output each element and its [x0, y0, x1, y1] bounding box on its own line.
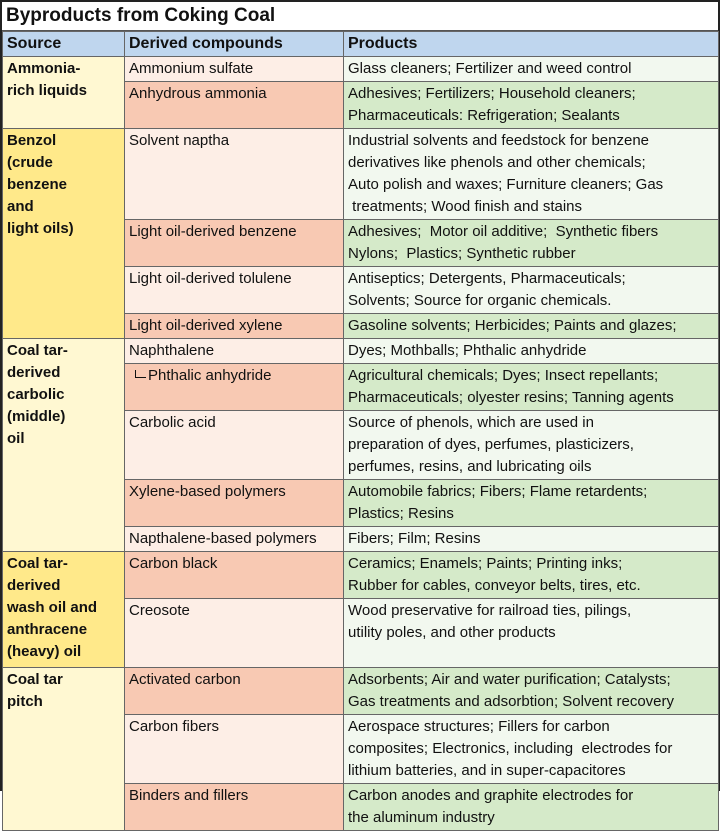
products-cell — [344, 527, 719, 552]
source-line: benzene — [7, 176, 68, 193]
derived-compound-cell — [125, 129, 344, 220]
page-title: Byproducts from Coking Coal — [2, 2, 718, 31]
source-cell — [3, 129, 125, 339]
derived-compound-cell — [125, 314, 344, 339]
products-cell — [344, 267, 719, 314]
products-line: Antiseptics; Detergents, Pharmaceuticals; — [348, 270, 626, 287]
table-row — [3, 57, 719, 82]
derived-compound-label: Creosote — [129, 602, 190, 619]
source-line: pitch — [7, 693, 43, 710]
derived-compound-label: Ammonium sulfate — [129, 60, 254, 77]
source-line: rich liquids — [7, 82, 88, 99]
products-line: preparation of dyes, perfumes, plasticizers, — [348, 436, 634, 453]
derived-compound-cell — [125, 599, 344, 668]
source-line: Coal tar- — [7, 342, 68, 359]
header-derived: Derived compounds — [125, 32, 344, 57]
derived-compound-label: Light oil-derived xylene — [129, 317, 283, 334]
table-row — [3, 552, 719, 599]
products-cell — [344, 668, 719, 715]
derived-compound-cell — [125, 480, 344, 527]
products-line: Adhesives; Motor oil additive; Synthetic fibers — [348, 223, 659, 240]
derived-compound-cell — [125, 267, 344, 314]
products-cell — [344, 599, 719, 668]
products-cell — [344, 129, 719, 220]
table-body — [3, 57, 719, 831]
products-line: Agricultural chemicals; Dyes; Insect repellants; — [348, 367, 659, 384]
source-line: derived — [7, 364, 61, 381]
table-row — [3, 339, 719, 364]
products-cell — [344, 715, 719, 784]
derived-compound-label: Anhydrous ammonia — [129, 85, 267, 102]
products-line: Source of phenols, which are used in — [348, 414, 594, 431]
derived-compound-label: Xylene-based polymers — [129, 483, 286, 500]
products-line: Dyes; Mothballs; Phthalic anhydride — [348, 342, 587, 359]
source-line: derived — [7, 577, 61, 594]
source-line: (middle) — [7, 408, 66, 425]
derived-compound-label: Carbon fibers — [129, 718, 220, 735]
derived-compound-label: Carbon black — [129, 555, 218, 572]
derived-compound-label: Phthalic anhydride — [148, 367, 272, 384]
products-line: Pharmaceuticals: Refrigeration; Sealants — [348, 107, 620, 124]
source-cell — [3, 57, 125, 129]
source-line: wash oil and — [7, 599, 98, 616]
products-line: Industrial solvents and feedstock for benzene — [348, 132, 650, 149]
table-row — [3, 129, 719, 220]
sub-item-arrow-icon — [135, 370, 146, 378]
products-line: Gasoline solvents; Herbicides; Paints and glazes; — [348, 317, 677, 334]
derived-compound-cell — [125, 668, 344, 715]
products-cell — [344, 552, 719, 599]
derived-compound-label: Solvent naptha — [129, 132, 230, 149]
derived-compound-label: Activated carbon — [129, 671, 241, 688]
derived-compound-label: Carbolic acid — [129, 414, 216, 431]
derived-compound-cell — [125, 552, 344, 599]
derived-compound-label: Napthalene-based polymers — [129, 530, 317, 547]
derived-compound-cell — [125, 527, 344, 552]
derived-compound-label: Naphthalene — [129, 342, 215, 359]
products-cell — [344, 57, 719, 82]
products-line: perfumes, resins, and lubricating oils — [348, 458, 592, 475]
products-line: treatments; Wood finish and stains — [348, 198, 583, 215]
derived-compound-cell — [125, 411, 344, 480]
spacer — [348, 644, 714, 666]
products-line: Glass cleaners; Fertilizer and weed control — [348, 60, 632, 77]
source-line: anthracene — [7, 621, 88, 638]
derived-compound-cell — [125, 220, 344, 267]
products-line: derivatives like phenols and other chemicals; — [348, 154, 646, 171]
derived-compound-cell — [125, 784, 344, 831]
products-line: Rubber for cables, conveyor belts, tires, etc. — [348, 577, 641, 594]
products-line: Fibers; Film; Resins — [348, 530, 481, 547]
products-cell — [344, 339, 719, 364]
products-cell — [344, 784, 719, 831]
products-cell — [344, 411, 719, 480]
products-line: Auto polish and waxes; Furniture cleaners; Gas — [348, 176, 664, 193]
products-line: Gas treatments and adsorbtion; Solvent recovery — [348, 693, 675, 710]
derived-compound-label: Light oil-derived benzene — [129, 223, 297, 240]
table-row — [3, 668, 719, 715]
source-line: oil — [7, 430, 25, 447]
products-line: Solvents; Source for organic chemicals. — [348, 292, 612, 309]
derived-compound-cell — [125, 82, 344, 129]
source-cell — [3, 339, 125, 552]
products-line: the aluminum industry — [348, 809, 495, 826]
products-cell — [344, 82, 719, 129]
source-line: Benzol — [7, 132, 57, 149]
header-row — [3, 32, 719, 57]
derived-compound-cell — [125, 364, 344, 411]
source-line: Coal tar- — [7, 555, 68, 572]
source-cell — [3, 668, 125, 831]
products-line: Ceramics; Enamels; Paints; Printing inks; — [348, 555, 623, 572]
source-cell — [3, 552, 125, 668]
source-line: and — [7, 198, 34, 215]
products-line: Pharmaceuticals; olyester resins; Tanning agents — [348, 389, 674, 406]
header-products: Products — [344, 32, 719, 57]
products-line: lithium batteries, and in super-capacitores — [348, 762, 626, 779]
products-line: Plastics; Resins — [348, 505, 454, 522]
products-line: Adsorbents; Air and water purification; Catalysts; — [348, 671, 671, 688]
products-cell — [344, 220, 719, 267]
source-line: (heavy) oil — [7, 643, 82, 660]
source-line: Coal tar — [7, 671, 63, 688]
derived-compound-cell — [125, 57, 344, 82]
source-line: light oils) — [7, 220, 74, 237]
products-line: Adhesives; Fertilizers; Household cleaners; — [348, 85, 636, 102]
products-cell — [344, 364, 719, 411]
source-line: carbolic — [7, 386, 65, 403]
derived-compound-label: Binders and fillers — [129, 787, 249, 804]
source-line: Ammonia- — [7, 60, 81, 77]
byproducts-table — [2, 31, 719, 831]
derived-compound-cell — [125, 715, 344, 784]
products-line: utility poles, and other products — [348, 624, 556, 641]
source-line: (crude — [7, 154, 53, 171]
header-source: Source — [3, 32, 125, 57]
products-line: Aerospace structures; Fillers for carbon — [348, 718, 610, 735]
products-line: Nylons; Plastics; Synthetic rubber — [348, 245, 576, 262]
products-line: Wood preservative for railroad ties, pilings, — [348, 602, 632, 619]
products-cell — [344, 480, 719, 527]
products-line: Carbon anodes and graphite electrodes for — [348, 787, 634, 804]
derived-compound-label: Light oil-derived tolulene — [129, 270, 292, 287]
products-cell — [344, 314, 719, 339]
derived-compound-cell — [125, 339, 344, 364]
products-line: composites; Electronics, including electrodes for — [348, 740, 673, 757]
products-line: Automobile fabrics; Fibers; Flame retardents; — [348, 483, 648, 500]
